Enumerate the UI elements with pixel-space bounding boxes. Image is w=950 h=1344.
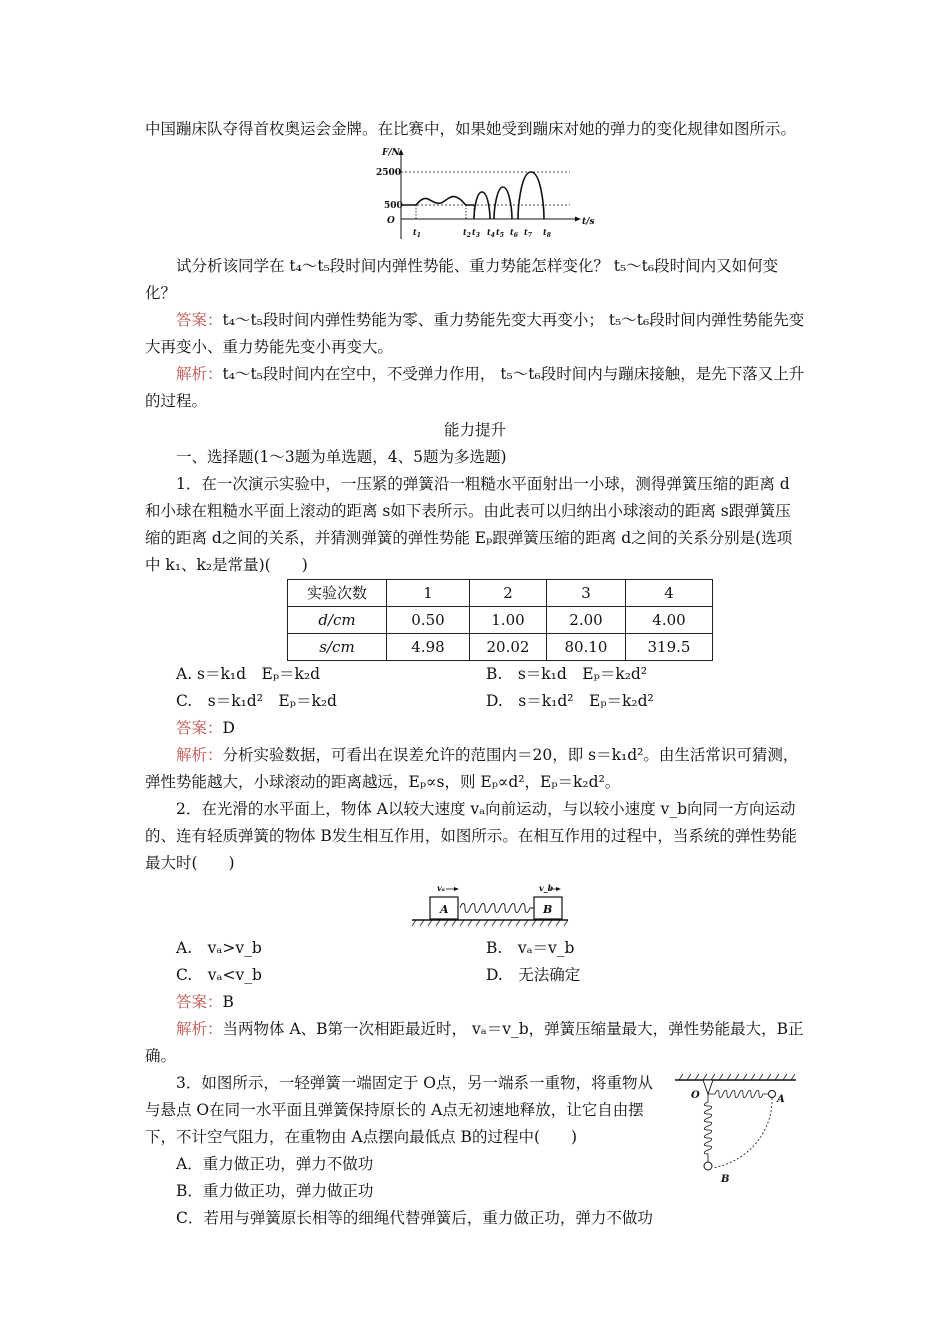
q2-spring: [460, 904, 534, 913]
analysis-text: t₄～t₅段时间内在空中，不受弹力作用， t₅～t₆段时间内与蹦床接触，是先下落又上升的过程。: [145, 365, 805, 410]
q2-options-row-2: [145, 962, 805, 989]
chart-tick-t2: $t_2$: [463, 227, 471, 239]
chart-tick-t3: $t_3$: [472, 227, 480, 239]
q3-label-a: A: [777, 1094, 785, 1105]
q1-analysis: [145, 742, 805, 796]
q2-block-b-label: B: [543, 903, 553, 916]
table-cell: 4.98: [387, 634, 470, 661]
answer-label: 答案：: [176, 311, 223, 329]
table-cell: 319.5: [626, 634, 713, 661]
q2-analysis: [145, 1016, 805, 1070]
q3-pendulum-figure: [673, 1072, 798, 1184]
answer-text: D: [222, 719, 235, 737]
q2-option-d: D. 无法确定: [486, 966, 581, 984]
q1-option-c: C. s＝k₁d² Eₚ＝k₂d: [176, 692, 337, 710]
analysis-text: 分析实验数据，可看出在误差允许的范围内＝20，即 s＝k₁d²。由生活常识可猜测，弹性势能越大，小球滚动的距离越远，Eₚ∝s，则 Eₚ∝d²，Eₚ＝k₂d²。: [145, 746, 799, 791]
table-cell: s/cm: [288, 634, 387, 661]
q2-va-label: vₐ: [437, 883, 445, 893]
table-cell: 2.00: [547, 607, 626, 634]
table-cell: 1.00: [470, 607, 547, 634]
chart-xlabel: t/s: [582, 217, 595, 227]
q2-spring-blocks-figure: [410, 883, 570, 931]
q2-option-a: A. vₐ>v_b: [176, 939, 262, 957]
analysis-label: 解析：: [176, 365, 223, 383]
table-header-row: [288, 580, 713, 607]
q1-answer: [145, 715, 805, 742]
q1-option-d: D. s＝k₁d² Eₚ＝k₂d²: [486, 692, 654, 710]
q3-label-b: B: [721, 1174, 730, 1184]
q1-option-a: A. s＝k₁d Eₚ＝k₂d: [176, 665, 321, 683]
table-cell: 3: [547, 580, 626, 607]
chart-force-curve: [401, 172, 544, 219]
section-subtitle: 一、选择题(1～3题为单选题，4、5题为多选题): [176, 448, 507, 466]
table-cell: 4: [626, 580, 713, 607]
document-page: [145, 116, 805, 1232]
table-cell: 实验次数: [288, 580, 387, 607]
q1-option-b: B. s＝k₁d Eₚ＝k₂d²: [486, 665, 648, 683]
q3-pivot-mount: [703, 1080, 713, 1094]
q3-vertical-spring: [704, 1094, 712, 1162]
chart-tick-t7: $t_7$: [524, 227, 532, 239]
q3-horizontal-spring: [708, 1090, 769, 1098]
chart-x-arrow: [575, 217, 581, 222]
answer-text: t₄～t₅段时间内弹性势能为零、重力势能先变大再变小； t₅～t₆段时间内弹性势能先变大再变小、重力势能先变小再变大。: [145, 311, 805, 356]
analysis-label: 解析：: [176, 746, 223, 764]
analysis-label: 解析：: [176, 1020, 223, 1038]
table-cell: 20.02: [470, 634, 547, 661]
q3-swing-path: [713, 1098, 772, 1168]
section-title: 能力提升: [443, 421, 506, 439]
trampoline-analysis: [145, 361, 805, 415]
table-cell: 1: [387, 580, 470, 607]
q3-mass-at-b: [704, 1162, 712, 1170]
trampoline-answer: [145, 307, 805, 361]
q2-options-row-1: [145, 935, 805, 962]
chart-ytick-high: 2500: [376, 168, 402, 178]
answer-label: 答案：: [176, 993, 223, 1011]
answer-text: B: [222, 993, 234, 1011]
table-row: [288, 634, 713, 661]
chart-tick-t8: $t_8$: [543, 227, 551, 239]
q3-option-c: C．若用与弹簧原长相等的细绳代替弹簧后，重力做正功，弹力不做功: [176, 1209, 653, 1227]
table-cell: 2: [470, 580, 547, 607]
chart-tick-t4: $t_4$: [487, 227, 495, 239]
intro-text: 中国蹦床队夺得首枚奥运会金牌。在比赛中，如果她受到蹦床对她的弹力的变化规律如图所示。: [145, 120, 797, 138]
answer-label: 答案：: [176, 719, 223, 737]
q2-block-a-label: A: [440, 903, 449, 916]
chart-tick-t6: $t_6$: [510, 227, 518, 239]
q2-answer: [145, 989, 805, 1016]
trampoline-question: 试分析该同学在 t₄～t₅段时间内弹性势能、重力势能怎样变化？ t₅～t₆段时间内又如何变化？: [145, 257, 779, 302]
force-time-chart: [370, 147, 610, 247]
chart-tick-marks: [416, 205, 474, 219]
table-cell: d/cm: [288, 607, 387, 634]
chart-tick-t5: $t_5$: [496, 227, 504, 239]
table-cell: 80.10: [547, 634, 626, 661]
q3-label-o: O: [691, 1090, 700, 1101]
q2-stem: 2．在光滑的水平面上，物体 A以较大速度 vₐ向前运动，与以较小速度 v_b向同一方向运动的、连有轻质弹簧的物体 B发生相互作用，如图所示。在相互作用的过程中，当系统的弹性势能最大时( ): [145, 800, 797, 872]
q1-options-row-2: [145, 688, 805, 715]
q1-data-table: [287, 579, 713, 661]
q2-ground-hatching: [412, 920, 568, 926]
q1-options-row-1: [145, 661, 805, 688]
table-row: [288, 607, 713, 634]
table-cell: 4.00: [626, 607, 713, 634]
chart-tick-t1: $t_1$: [413, 227, 421, 239]
q3-option-b: B．重力做正功，弹力做正功: [176, 1182, 374, 1200]
chart-origin: O: [387, 216, 395, 226]
q3-ceiling-hatching: [679, 1074, 795, 1080]
analysis-text: 当两物体 A、B第一次相距最近时， vₐ＝v_b，弹簧压缩量最大，弹性势能最大，B正确。: [145, 1020, 804, 1065]
chart-ytick-low: 500: [384, 201, 403, 211]
q2-option-c: C. vₐ<v_b: [176, 966, 262, 984]
table-cell: 0.50: [387, 607, 470, 634]
q3-mass-at-a: [769, 1091, 776, 1098]
chart-ylabel: F/N: [382, 148, 400, 158]
q3-stem: 3．如图所示，一轻弹簧一端固定于 O点，另一端系一重物，将重物从与悬点 O在同一水平面且弹簧保持原长的 A点无初速地释放，让它自由摆下，不计空气阻力，在重物由 A点摆向最低点 B的过程中( ): [145, 1074, 653, 1146]
q2-va-arrowhead: [454, 887, 459, 891]
q3-option-a: A．重力做正功，弹力不做功: [176, 1155, 374, 1173]
q2-option-b: B. vₐ＝v_b: [486, 939, 575, 957]
q1-stem: 1．在一次演示实验中，一压紧的弹簧沿一粗糙水平面射出一小球，测得弹簧压缩的距离 d和小球在粗糙水平面上滚动的距离 s如下表所示。由此表可以归纳出小球滚动的距离 s跟弹簧压缩的距离 d之间的关系，并猜测弹簧的弹性势能 Eₚ跟弹簧压缩的距离 d之间的关系分别是(选项中 k₁、k₂是常量)( ): [145, 475, 793, 574]
q2-vb-arrowhead: [556, 887, 561, 891]
q2-vb-label: v_b: [539, 883, 554, 893]
